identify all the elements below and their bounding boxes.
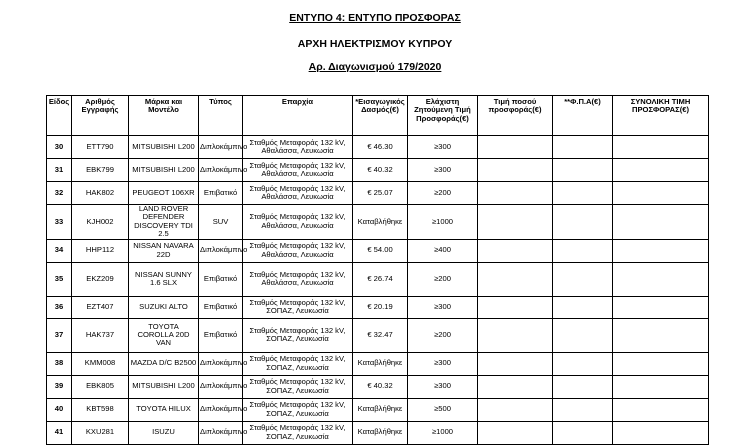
- item-number: 32: [47, 182, 72, 205]
- district: Σταθμός Μεταφοράς 132 kV, ΣΟΠΑΖ, Λευκωσία: [243, 398, 353, 421]
- import-duty: € 25.07: [353, 182, 408, 205]
- offer-amount-input[interactable]: [478, 421, 553, 444]
- table-row: [47, 136, 709, 159]
- registration-number: KBT598: [72, 398, 129, 421]
- total-offer-input[interactable]: [613, 182, 709, 205]
- import-duty: Καταβλήθηκε: [353, 205, 408, 240]
- vat-input[interactable]: [553, 136, 613, 159]
- offer-amount-input[interactable]: [478, 352, 553, 375]
- make-model: MITSUBISHI L200: [129, 159, 199, 182]
- make-model: TOYOTA COROLLA 20D VAN: [129, 318, 199, 352]
- import-duty: € 54.00: [353, 239, 408, 262]
- vehicle-type: Διπλοκάμπινο: [199, 239, 243, 262]
- import-duty: € 20.19: [353, 296, 408, 318]
- make-model: MITSUBISHI L200: [129, 136, 199, 159]
- offer-amount-input[interactable]: [478, 239, 553, 262]
- form-title: ΕΝΤΥΠΟ 4: ΕΝΤΥΠΟ ΠΡΟΣΦΟΡΑΣ: [289, 12, 461, 24]
- import-duty: € 26.74: [353, 262, 408, 296]
- district: Σταθμός Μεταφοράς 132 kV, Αθαλάσσα, Λευκωσία: [243, 159, 353, 182]
- vehicle-type: Επιβατικό: [199, 296, 243, 318]
- make-model: SUZUKI ALTO: [129, 296, 199, 318]
- minimum-offer: ≥200: [408, 318, 478, 352]
- make-model: MAZDA D/C B2500: [129, 352, 199, 375]
- registration-number: HAK802: [72, 182, 129, 205]
- minimum-offer: ≥200: [408, 262, 478, 296]
- vehicle-type: Διπλοκάμπινο: [199, 136, 243, 159]
- minimum-offer: ≥300: [408, 375, 478, 398]
- column-header-item: Είδος: [47, 96, 72, 136]
- offer-amount-input[interactable]: [478, 262, 553, 296]
- tender-number: Αρ. Διαγωνισμού 179/2020: [308, 61, 442, 73]
- import-duty: € 40.32: [353, 159, 408, 182]
- column-header-minimum-offer: Ελάχιστη Ζητούμενη Τιμή Προσφοράς(€): [408, 96, 478, 136]
- item-number: 34: [47, 239, 72, 262]
- column-header-type: Τύπος: [199, 96, 243, 136]
- district: Σταθμός Μεταφοράς 132 kV, Αθαλάσσα, Λευκωσία: [243, 182, 353, 205]
- vat-input[interactable]: [553, 296, 613, 318]
- item-number: 30: [47, 136, 72, 159]
- district: Σταθμός Μεταφοράς 132 kV, ΣΟΠΑΖ, Λευκωσία: [243, 421, 353, 444]
- vehicle-type: SUV: [199, 205, 243, 240]
- offer-amount-input[interactable]: [478, 136, 553, 159]
- district: Σταθμός Μεταφοράς 132 kV, ΣΟΠΑΖ, Λευκωσία: [243, 318, 353, 352]
- minimum-offer: ≥500: [408, 398, 478, 421]
- registration-number: ETT790: [72, 136, 129, 159]
- offer-amount-input[interactable]: [478, 398, 553, 421]
- district: Σταθμός Μεταφοράς 132 kV, Αθαλάσσα, Λευκωσία: [243, 136, 353, 159]
- minimum-offer: ≥1000: [408, 205, 478, 240]
- minimum-offer: ≥1000: [408, 421, 478, 444]
- vat-input[interactable]: [553, 239, 613, 262]
- registration-number: KMM008: [72, 352, 129, 375]
- registration-number: EBK805: [72, 375, 129, 398]
- table-row: [47, 262, 709, 296]
- vat-input[interactable]: [553, 398, 613, 421]
- vehicle-type: Διπλοκάμπινο: [199, 159, 243, 182]
- vat-input[interactable]: [553, 352, 613, 375]
- make-model: PEUGEOT 106XR: [129, 182, 199, 205]
- item-number: 41: [47, 421, 72, 444]
- vehicle-type: Διπλοκάμπινο: [199, 352, 243, 375]
- import-duty: Καταβλήθηκε: [353, 352, 408, 375]
- minimum-offer: ≥300: [408, 136, 478, 159]
- column-header-vat: **Φ.Π.Α(€): [553, 96, 613, 136]
- offer-table: [46, 95, 709, 445]
- import-duty: Καταβλήθηκε: [353, 421, 408, 444]
- minimum-offer: ≥300: [408, 352, 478, 375]
- column-header-total-offer: ΣΥΝΟΛΙΚΗ ΤΙΜΗ ΠΡΟΣΦΟΡΑΣ(€): [613, 96, 709, 136]
- import-duty: Καταβλήθηκε: [353, 398, 408, 421]
- make-model: MITSUBISHI L200: [129, 375, 199, 398]
- vehicle-type: Διπλοκάμπινο: [199, 375, 243, 398]
- total-offer-input[interactable]: [613, 262, 709, 296]
- offer-amount-input[interactable]: [478, 205, 553, 240]
- organization-name: ΑΡΧΗ ΗΛΕΚΤΡΙΣΜΟΥ ΚΥΠΡΟΥ: [297, 38, 453, 50]
- district: Σταθμός Μεταφοράς 132 kV, Αθαλάσσα, Λευκωσία: [243, 239, 353, 262]
- district: Σταθμός Μεταφοράς 132 kV, Αθαλάσσα, Λευκωσία: [243, 205, 353, 240]
- district: Σταθμός Μεταφοράς 132 kV, Αθαλάσσα, Λευκωσία: [243, 262, 353, 296]
- import-duty: € 40.32: [353, 375, 408, 398]
- total-offer-input[interactable]: [613, 375, 709, 398]
- import-duty: € 32.47: [353, 318, 408, 352]
- item-number: 31: [47, 159, 72, 182]
- table-row: [47, 205, 709, 240]
- registration-number: KJH002: [72, 205, 129, 240]
- make-model: TOYOTA HILUX: [129, 398, 199, 421]
- total-offer-input[interactable]: [613, 239, 709, 262]
- vat-input[interactable]: [553, 318, 613, 352]
- district: Σταθμός Μεταφοράς 132 kV, ΣΟΠΑΖ, Λευκωσία: [243, 352, 353, 375]
- item-number: 36: [47, 296, 72, 318]
- make-model: NISSAN NAVARA 22D: [129, 239, 199, 262]
- total-offer-input[interactable]: [613, 318, 709, 352]
- item-number: 35: [47, 262, 72, 296]
- registration-number: KXU281: [72, 421, 129, 444]
- import-duty: € 46.30: [353, 136, 408, 159]
- offer-amount-input[interactable]: [478, 318, 553, 352]
- table-row: [47, 421, 709, 444]
- vehicle-type: Επιβατικό: [199, 182, 243, 205]
- vat-input[interactable]: [553, 262, 613, 296]
- registration-number: EBK799: [72, 159, 129, 182]
- vehicle-type: Επιβατικό: [199, 318, 243, 352]
- column-header-offer-amount: Τιμή ποσού προσφοράς(€): [478, 96, 553, 136]
- vat-input[interactable]: [553, 421, 613, 444]
- minimum-offer: ≥200: [408, 182, 478, 205]
- table-header-row: [47, 96, 709, 136]
- vat-input[interactable]: [553, 375, 613, 398]
- total-offer-input[interactable]: [613, 421, 709, 444]
- district: Σταθμός Μεταφοράς 132 kV, ΣΟΠΑΖ, Λευκωσία: [243, 296, 353, 318]
- table-row: [47, 352, 709, 375]
- table-row: [47, 398, 709, 421]
- column-header-import-duty: *Εισαγωγικός Δασμός(€): [353, 96, 408, 136]
- minimum-offer: ≥400: [408, 239, 478, 262]
- vat-input[interactable]: [553, 182, 613, 205]
- minimum-offer: ≥300: [408, 159, 478, 182]
- offer-amount-input[interactable]: [478, 182, 553, 205]
- registration-number: EKZ209: [72, 262, 129, 296]
- vehicle-type: Επιβατικό: [199, 262, 243, 296]
- vehicle-type: Διπλοκάμπινο: [199, 398, 243, 421]
- offer-amount-input[interactable]: [478, 375, 553, 398]
- make-model: LAND ROVER DEFENDER DISCOVERY TDI 2.5: [129, 205, 199, 240]
- registration-number: HHP112: [72, 239, 129, 262]
- district: Σταθμός Μεταφοράς 132 kV, ΣΟΠΑΖ, Λευκωσία: [243, 375, 353, 398]
- registration-number: EZT407: [72, 296, 129, 318]
- table-row: [47, 318, 709, 352]
- total-offer-input[interactable]: [613, 159, 709, 182]
- vat-input[interactable]: [553, 205, 613, 240]
- offer-amount-input[interactable]: [478, 159, 553, 182]
- total-offer-input[interactable]: [613, 296, 709, 318]
- make-model: ISUZU: [129, 421, 199, 444]
- table-row: [47, 375, 709, 398]
- offer-amount-input[interactable]: [478, 296, 553, 318]
- total-offer-input[interactable]: [613, 352, 709, 375]
- vehicle-type: Διπλοκάμπινο: [199, 421, 243, 444]
- item-number: 37: [47, 318, 72, 352]
- column-header-registration: Αριθμός Εγγραφής: [72, 96, 129, 136]
- table-row: [47, 159, 709, 182]
- table-row: [47, 296, 709, 318]
- vat-input[interactable]: [553, 159, 613, 182]
- table-row: [47, 182, 709, 205]
- total-offer-input[interactable]: [613, 205, 709, 240]
- item-number: 39: [47, 375, 72, 398]
- table-row: [47, 239, 709, 262]
- total-offer-input[interactable]: [613, 398, 709, 421]
- column-header-make-model: Μάρκα και Μοντέλο: [129, 96, 199, 136]
- total-offer-input[interactable]: [613, 136, 709, 159]
- registration-number: HAK737: [72, 318, 129, 352]
- item-number: 38: [47, 352, 72, 375]
- item-number: 33: [47, 205, 72, 240]
- make-model: NISSAN SUNNY 1.6 SLX: [129, 262, 199, 296]
- column-header-district: Επαρχία: [243, 96, 353, 136]
- minimum-offer: ≥300: [408, 296, 478, 318]
- item-number: 40: [47, 398, 72, 421]
